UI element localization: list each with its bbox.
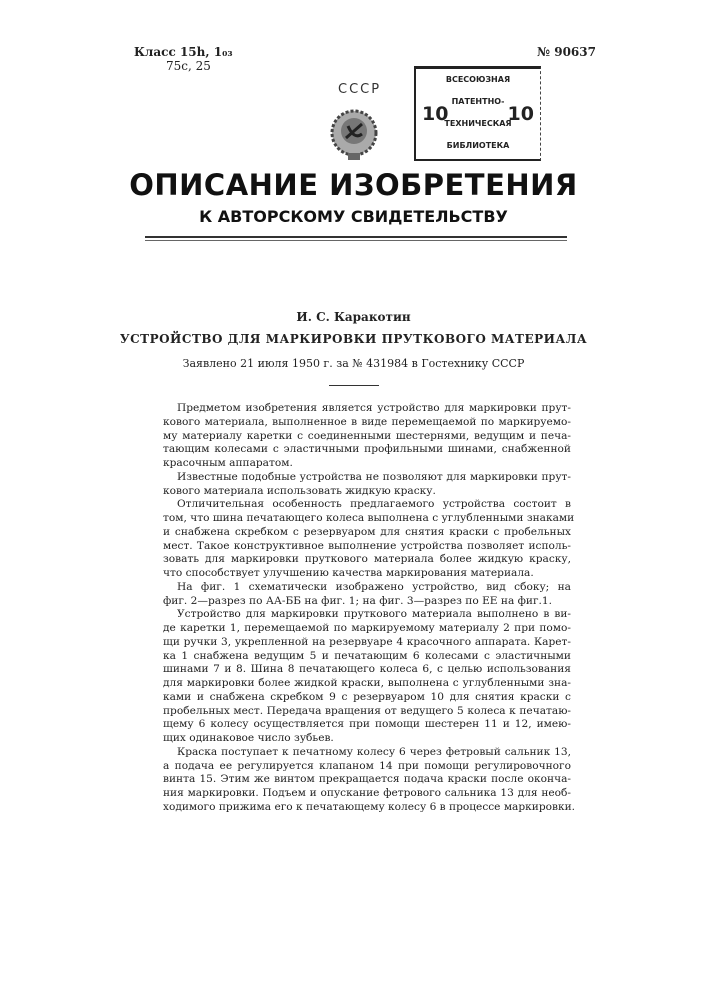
text-line: Предметом изобретения является устройство для маркировки прут- — [163, 402, 571, 416]
text-line: пробельных мест. Передача вращения от ведущего 5 колеса к печатаю- — [163, 705, 571, 719]
class-line-1: Класс 15h, 1₀₃ — [134, 45, 233, 59]
paragraph — [163, 402, 571, 471]
document-title: ОПИСАНИЕ ИЗОБРЕТЕНИЯ — [0, 168, 707, 202]
stamp-line: ПАТЕНТНО- — [440, 97, 516, 106]
filing-info: Заявлено 21 июля 1950 г. за № 431984 в Гостехнику СССР — [0, 357, 707, 370]
text-line: винта 15. Этим же винтом прекращается подача краски после оконча- — [163, 773, 571, 787]
text-line: ками и снабжена скребком 9 с резервуаром 10 для снятия краски с — [163, 691, 571, 705]
text-line: щих одинаковое число зубьев. — [163, 732, 571, 746]
text-line: щи ручки 3, укрепленной на резервуаре 4 красочного аппарата. Карет- — [163, 636, 571, 650]
paragraph — [163, 746, 571, 815]
text-line: Устройство для маркировки пруткового материала выполнено в ви- — [163, 608, 571, 622]
section-divider — [329, 385, 379, 386]
paragraph — [163, 608, 571, 746]
stamp-number-right: 10 — [508, 103, 534, 125]
text-line: Отличительная особенность предлагаемого устройства состоит в — [163, 498, 571, 512]
text-line: мест. Такое конструктивное выполнение устройства позволяет исполь- — [163, 540, 571, 554]
stamp-line: БИБЛИОТЕКА — [440, 141, 516, 150]
text-line: фиг. 2—разрез по АА-ББ на фиг. 1; на фиг. 3—разрез по ЕЕ на фиг.1. — [163, 595, 571, 609]
paragraph — [163, 581, 571, 609]
stamp-number-left: 10 — [422, 103, 448, 125]
class-line-2: 75с, 25 — [134, 59, 233, 73]
text-line: а подача ее регулируется клапаном 14 при помощи регулировочного — [163, 760, 571, 774]
text-line: На фиг. 1 схематически изображено устройство, вид сбоку; на — [163, 581, 571, 595]
author: И. С. Каракотин — [0, 310, 707, 324]
stamp-line: ТЕХНИЧЕСКАЯ — [440, 119, 516, 128]
text-line: ходимого прижима его к печатающему колесу 6 в процессе маркировки. — [163, 801, 571, 815]
ussr-emblem-icon — [328, 106, 380, 162]
text-line: ка 1 снабжена ведущим 5 и печатающим 6 колесами с эластичными — [163, 650, 571, 664]
description-body — [163, 402, 571, 815]
text-line: де каретки 1, перемещаемой по маркируемому материалу 2 при помо- — [163, 622, 571, 636]
text-line: му материалу каретки с соединенными шестернями, ведущим и печа- — [163, 430, 571, 444]
text-line: что способствует улучшению качества маркирования материала. — [163, 567, 571, 581]
text-line: зовать для маркировки пруткового материала более жидкую краску, — [163, 553, 571, 567]
text-line: Краска поступает к печатному колесу 6 через фетровый сальник 13, — [163, 746, 571, 760]
text-line: тающим колесами с эластичными профильными шинами, снабженной — [163, 443, 571, 457]
header-divider — [145, 236, 567, 241]
country-label: СССР — [338, 82, 381, 97]
text-line: ния маркировки. Подъем и опускание фетрового сальника 13 для необ- — [163, 787, 571, 801]
paragraph — [163, 471, 571, 499]
library-stamp — [414, 66, 541, 161]
text-line: том, что шина печатающего колеса выполнена с углубленными знаками — [163, 512, 571, 526]
document-subtitle: К АВТОРСКОМУ СВИДЕТЕЛЬСТВУ — [0, 207, 707, 226]
text-line: кового материала, выполненное в виде перемещаемой по маркируемо- — [163, 416, 571, 430]
text-line: щему 6 колесу осуществляется при помощи шестерен 11 и 12, имею- — [163, 718, 571, 732]
text-line: для маркировки более жидкой краски, выполнена с углубленными зна- — [163, 677, 571, 691]
invention-title: УСТРОЙСТВО ДЛЯ МАРКИРОВКИ ПРУТКОВОГО МАТЕРИАЛА — [0, 332, 707, 346]
stamp-line: ВСЕСОЮЗНАЯ — [440, 75, 516, 84]
paragraph — [163, 498, 571, 581]
patent-number: № 90637 — [537, 45, 596, 59]
patent-class — [134, 45, 233, 73]
text-line: кового материала использовать жидкую краску. — [163, 485, 571, 499]
text-line: красочным аппаратом. — [163, 457, 571, 471]
text-line: шинами 7 и 8. Шина 8 печатающего колеса 6, с целью использования — [163, 663, 571, 677]
text-line: и снабжена скребком с резервуаром для снятия краски с пробельных — [163, 526, 571, 540]
text-line: Известные подобные устройства не позволяют для маркировки прут- — [163, 471, 571, 485]
